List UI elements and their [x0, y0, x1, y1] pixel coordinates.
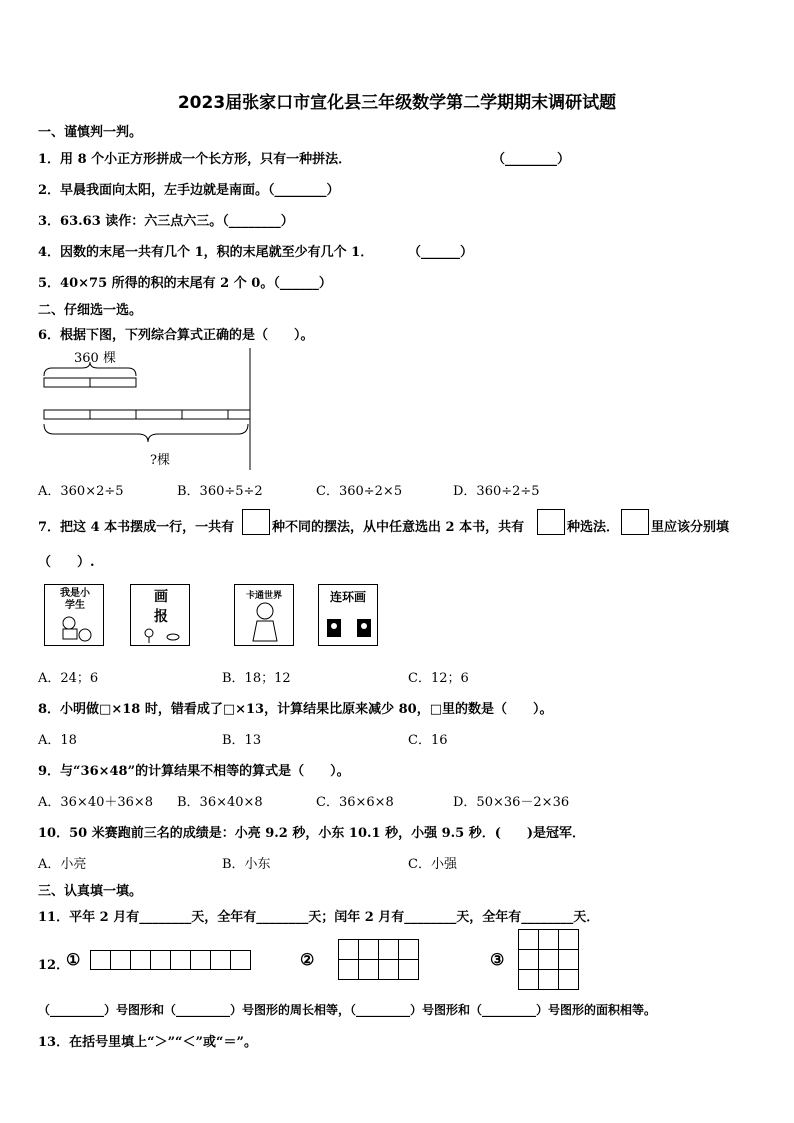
question-5: 5．40×75 所得的积的末尾有 2 个 0。（______） [38, 276, 332, 291]
question-11: 11．平年 2 月有________天，全年有________天；闰年 2 月有________天，全年有________天． [38, 910, 600, 925]
question-1-answer-paren[interactable]: （________） [492, 152, 571, 167]
bottom-brace [44, 424, 248, 442]
question-12-number: 12． [38, 958, 70, 973]
q9-option-d[interactable]: D．50×36－2×36 [453, 795, 570, 810]
panda-icon [325, 615, 373, 641]
section-heading-1: 一、谨慎判一判。 [38, 125, 143, 140]
q7-answer-box-2[interactable] [537, 509, 565, 535]
q9-option-c[interactable]: C．36×6×8 [316, 795, 394, 810]
book-2 [130, 584, 190, 646]
question-4: 4．因数的末尾一共有几个 1，积的末尾就至少有几个 1． [38, 245, 374, 260]
book-3 [234, 584, 294, 646]
q7-answer-box-3[interactable] [621, 509, 649, 535]
question-10: 10．50 米赛跑前三名的成绩是：小亮 9.2 秒，小东 10.1 秒，小强 9.5 秒．( )是冠军． [38, 826, 586, 841]
question-7-part-e: （ ）. [38, 555, 95, 570]
page-title: 2023届张家口市宣化县三年级数学第二学期期末调研试题 [177, 93, 617, 113]
q8-option-b[interactable]: B．13 [222, 733, 262, 748]
q7-option-c[interactable]: C．12；6 [408, 671, 469, 686]
flower-icon [139, 627, 185, 643]
q9-option-b[interactable]: B．36×40×8 [177, 795, 263, 810]
question-1: 1．用 8 个小正方形拼成一个长方形，只有一种拼法． [38, 152, 352, 167]
diagram-top-label: 360 棵 [74, 351, 116, 366]
figure-2-label: ② [300, 950, 315, 969]
long-bar [44, 410, 250, 419]
q10-option-a[interactable]: A．小亮 [38, 857, 87, 872]
book-4 [318, 584, 378, 646]
q6-option-b[interactable]: B．360÷5÷2 [177, 484, 263, 499]
question-3: 3．63.63 读作：六三点六三。（________） [38, 214, 294, 229]
figure-1-grid [90, 951, 251, 970]
book-2-title: 画报 [154, 589, 168, 625]
q8-option-a[interactable]: A．18 [38, 733, 77, 748]
girl-icon [247, 601, 283, 643]
question-12-statement: （_________）号图形和（_________）号图形的周长相等，（_________）号图形和（_________）号图形的面积相等。 [38, 1003, 657, 1017]
q6-option-d[interactable]: D．360÷2÷5 [453, 484, 540, 499]
question-4-answer-paren[interactable]: （______） [408, 245, 474, 260]
child-icon [53, 615, 97, 643]
figure-2-grid [338, 939, 419, 980]
q8-option-c[interactable]: C．16 [408, 733, 448, 748]
q6-option-a[interactable]: A．360×2÷5 [38, 484, 124, 499]
figure-1-label: ① [66, 950, 81, 969]
book-1-title: 我是小学生 [60, 588, 90, 611]
q9-option-a[interactable]: A．36×40＋36×8 [38, 795, 154, 810]
book-1 [44, 584, 104, 646]
question-13: 13．在括号里填上“＞”“＜”或“＝”。 [38, 1035, 257, 1050]
question-7-part-a: 7．把这 4 本书摆成一行，一共有 [38, 520, 235, 535]
top-brace [44, 362, 136, 376]
q10-option-b[interactable]: B．小东 [222, 857, 271, 872]
q7-option-b[interactable]: B．18；12 [222, 671, 291, 686]
question-7-part-c: 种选法． [567, 520, 620, 535]
question-8: 8．小明做□×18 时，错看成了□×13，计算结果比原来减少 80，□里的数是（ ）。 [38, 702, 553, 717]
book-4-title: 连环画 [329, 590, 366, 604]
section-heading-3: 三、认真填一填。 [38, 884, 143, 899]
q7-answer-box-1[interactable] [242, 509, 270, 535]
figure-3-grid [518, 929, 579, 990]
question-9: 9．与“36×48”的计算结果不相等的算式是（ ）。 [38, 764, 350, 779]
question-6: 6．根据下图，下列综合算式正确的是（ ）。 [38, 328, 314, 343]
q10-option-c[interactable]: C．小强 [408, 857, 457, 872]
diagram-bottom-label: ?棵 [150, 453, 170, 468]
question-2: 2．早晨我面向太阳，左手边就是南面。（________） [38, 183, 340, 198]
question-7-part-b: 种不同的摆法，从中任意选出 2 本书，共有 [272, 520, 525, 535]
line-segment-diagram [38, 346, 253, 470]
section-heading-2: 二、仔细选一选。 [38, 303, 143, 318]
q6-option-c[interactable]: C．360÷2×5 [316, 484, 403, 499]
figure-3-label: ③ [490, 950, 505, 969]
question-7-part-d: 里应该分别填 [651, 520, 730, 535]
book-3-title: 卡通世界 [245, 591, 282, 601]
q7-option-a[interactable]: A．24；6 [38, 671, 99, 686]
